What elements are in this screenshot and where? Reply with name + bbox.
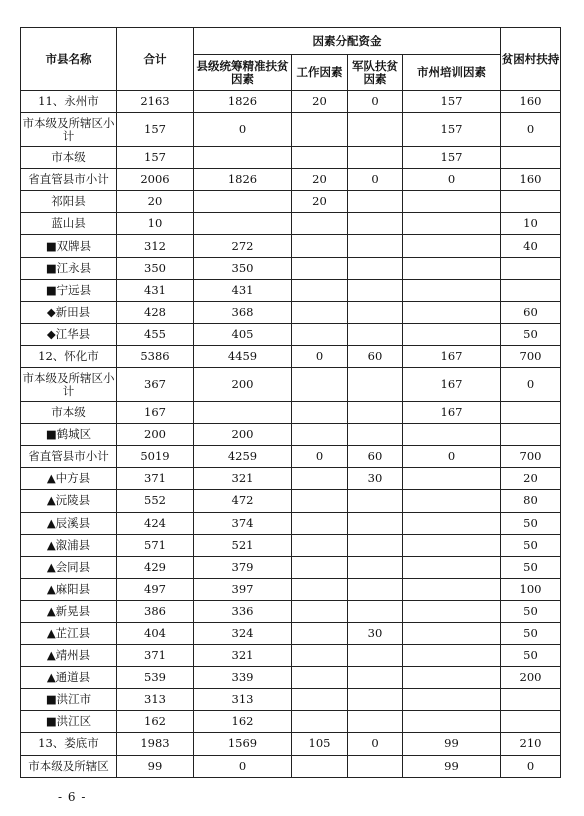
cell-total: 429 — [117, 556, 194, 578]
cell-name: ■洪江市 — [21, 689, 117, 711]
header-county-factor: 县级统筹精准扶贫因素 — [194, 55, 292, 91]
cell-county-factor: 272 — [194, 235, 292, 257]
cell-work-factor — [292, 113, 348, 147]
header-training-factor: 市州培训因素 — [403, 55, 501, 91]
table-row — [21, 622, 561, 644]
cell-training-factor — [403, 257, 501, 279]
cell-name: ■双牌县 — [21, 235, 117, 257]
cell-poor-village: 40 — [501, 235, 561, 257]
cell-county-factor: 1826 — [194, 91, 292, 113]
table-row — [21, 323, 561, 345]
cell-county-factor: 336 — [194, 600, 292, 622]
cell-army-factor — [348, 600, 403, 622]
cell-name: ▲会同县 — [21, 556, 117, 578]
cell-training-factor: 99 — [403, 755, 501, 777]
cell-work-factor — [292, 147, 348, 169]
cell-army-factor — [348, 235, 403, 257]
cell-army-factor: 0 — [348, 169, 403, 191]
header-row-top — [21, 28, 561, 55]
header-name: 市县名称 — [21, 28, 117, 91]
cell-county-factor — [194, 402, 292, 424]
cell-training-factor — [403, 645, 501, 667]
table-row — [21, 169, 561, 191]
cell-county-factor: 0 — [194, 755, 292, 777]
cell-total: 1983 — [117, 733, 194, 755]
cell-name: ▲通道县 — [21, 667, 117, 689]
cell-army-factor — [348, 711, 403, 733]
table-row — [21, 424, 561, 446]
cell-training-factor — [403, 191, 501, 213]
cell-army-factor — [348, 323, 403, 345]
cell-army-factor — [348, 257, 403, 279]
cell-army-factor: 0 — [348, 91, 403, 113]
cell-total: 200 — [117, 424, 194, 446]
cell-army-factor: 30 — [348, 468, 403, 490]
cell-poor-village: 0 — [501, 113, 561, 147]
cell-training-factor: 167 — [403, 402, 501, 424]
cell-county-factor: 397 — [194, 578, 292, 600]
cell-total: 404 — [117, 622, 194, 644]
cell-total: 157 — [117, 113, 194, 147]
cell-work-factor — [292, 323, 348, 345]
cell-work-factor — [292, 600, 348, 622]
table-row — [21, 578, 561, 600]
cell-army-factor — [348, 113, 403, 147]
cell-name: 市本级及所辖区小计 — [21, 368, 117, 402]
cell-poor-village — [501, 689, 561, 711]
cell-poor-village: 20 — [501, 468, 561, 490]
cell-training-factor — [403, 301, 501, 323]
table-row — [21, 301, 561, 323]
cell-total: 386 — [117, 600, 194, 622]
table-row — [21, 755, 561, 777]
table-row — [21, 402, 561, 424]
cell-name: ■洪江区 — [21, 711, 117, 733]
cell-name: 市本级 — [21, 402, 117, 424]
cell-work-factor — [292, 645, 348, 667]
cell-work-factor — [292, 711, 348, 733]
cell-name: 13、娄底市 — [21, 733, 117, 755]
header-army-factor: 军队扶贫因素 — [348, 55, 403, 91]
cell-army-factor — [348, 368, 403, 402]
cell-work-factor — [292, 689, 348, 711]
table-row — [21, 733, 561, 755]
cell-name: ▲辰溪县 — [21, 512, 117, 534]
cell-work-factor: 105 — [292, 733, 348, 755]
cell-army-factor — [348, 667, 403, 689]
cell-work-factor — [292, 667, 348, 689]
cell-name: ■宁远县 — [21, 279, 117, 301]
cell-name: 省直管县市小计 — [21, 169, 117, 191]
cell-training-factor — [403, 279, 501, 301]
cell-work-factor — [292, 368, 348, 402]
cell-total: 455 — [117, 323, 194, 345]
table-row — [21, 468, 561, 490]
cell-total: 313 — [117, 689, 194, 711]
cell-county-factor: 1569 — [194, 733, 292, 755]
cell-army-factor — [348, 755, 403, 777]
cell-training-factor — [403, 600, 501, 622]
cell-army-factor: 0 — [348, 733, 403, 755]
cell-total: 2163 — [117, 91, 194, 113]
table-row — [21, 147, 561, 169]
cell-army-factor: 30 — [348, 622, 403, 644]
cell-army-factor — [348, 213, 403, 235]
cell-name: 蓝山县 — [21, 213, 117, 235]
cell-training-factor: 99 — [403, 733, 501, 755]
cell-county-factor: 1826 — [194, 169, 292, 191]
cell-training-factor — [403, 323, 501, 345]
cell-poor-village — [501, 257, 561, 279]
header-work-factor: 工作因素 — [292, 55, 348, 91]
cell-total: 5019 — [117, 446, 194, 468]
cell-total: 367 — [117, 368, 194, 402]
cell-army-factor — [348, 191, 403, 213]
table-row — [21, 213, 561, 235]
table-row — [21, 113, 561, 147]
cell-county-factor: 4259 — [194, 446, 292, 468]
cell-total: 431 — [117, 279, 194, 301]
cell-army-factor — [348, 147, 403, 169]
cell-army-factor — [348, 534, 403, 556]
cell-name: 省直管县市小计 — [21, 446, 117, 468]
cell-total: 371 — [117, 645, 194, 667]
table-row — [21, 345, 561, 367]
table-row — [21, 279, 561, 301]
cell-work-factor: 20 — [292, 191, 348, 213]
cell-poor-village: 160 — [501, 169, 561, 191]
cell-training-factor: 0 — [403, 446, 501, 468]
cell-poor-village: 700 — [501, 446, 561, 468]
cell-work-factor: 20 — [292, 169, 348, 191]
cell-poor-village: 50 — [501, 600, 561, 622]
cell-work-factor: 20 — [292, 91, 348, 113]
table-row — [21, 645, 561, 667]
cell-poor-village: 100 — [501, 578, 561, 600]
cell-county-factor: 200 — [194, 424, 292, 446]
cell-training-factor — [403, 424, 501, 446]
cell-army-factor — [348, 402, 403, 424]
cell-work-factor — [292, 578, 348, 600]
cell-total: 157 — [117, 147, 194, 169]
cell-training-factor: 0 — [403, 169, 501, 191]
cell-county-factor: 405 — [194, 323, 292, 345]
table-row — [21, 91, 561, 113]
cell-total: 5386 — [117, 345, 194, 367]
cell-training-factor — [403, 534, 501, 556]
cell-name: 市本级及所辖区 — [21, 755, 117, 777]
cell-training-factor: 157 — [403, 147, 501, 169]
cell-name: 市本级 — [21, 147, 117, 169]
cell-total: 162 — [117, 711, 194, 733]
cell-county-factor: 472 — [194, 490, 292, 512]
cell-total: 428 — [117, 301, 194, 323]
cell-poor-village: 10 — [501, 213, 561, 235]
cell-county-factor — [194, 191, 292, 213]
cell-poor-village: 200 — [501, 667, 561, 689]
cell-training-factor: 167 — [403, 345, 501, 367]
cell-poor-village — [501, 711, 561, 733]
cell-work-factor — [292, 534, 348, 556]
cell-name: ▲麻阳县 — [21, 578, 117, 600]
header-total: 合计 — [117, 28, 194, 91]
cell-total: 371 — [117, 468, 194, 490]
cell-county-factor: 368 — [194, 301, 292, 323]
cell-training-factor: 157 — [403, 91, 501, 113]
table-row — [21, 257, 561, 279]
cell-training-factor — [403, 213, 501, 235]
cell-poor-village — [501, 191, 561, 213]
cell-county-factor: 521 — [194, 534, 292, 556]
cell-total: 424 — [117, 512, 194, 534]
cell-county-factor: 339 — [194, 667, 292, 689]
cell-army-factor — [348, 512, 403, 534]
cell-total: 167 — [117, 402, 194, 424]
cell-poor-village — [501, 147, 561, 169]
table-row — [21, 556, 561, 578]
cell-name: ▲靖州县 — [21, 645, 117, 667]
cell-county-factor: 321 — [194, 468, 292, 490]
cell-work-factor — [292, 622, 348, 644]
header-factor-group: 因素分配资金 — [194, 28, 501, 55]
cell-poor-village: 50 — [501, 556, 561, 578]
cell-training-factor — [403, 512, 501, 534]
table-row — [21, 512, 561, 534]
table-row — [21, 689, 561, 711]
table-row — [21, 534, 561, 556]
cell-county-factor: 200 — [194, 368, 292, 402]
cell-work-factor — [292, 279, 348, 301]
table-row — [21, 446, 561, 468]
cell-name: 祁阳县 — [21, 191, 117, 213]
cell-training-factor: 157 — [403, 113, 501, 147]
cell-total: 312 — [117, 235, 194, 257]
cell-name: ▲新晃县 — [21, 600, 117, 622]
cell-army-factor — [348, 490, 403, 512]
cell-name: ■江永县 — [21, 257, 117, 279]
table-row — [21, 711, 561, 733]
cell-army-factor — [348, 578, 403, 600]
cell-poor-village: 50 — [501, 512, 561, 534]
cell-total: 350 — [117, 257, 194, 279]
cell-total: 571 — [117, 534, 194, 556]
cell-total: 539 — [117, 667, 194, 689]
cell-county-factor: 374 — [194, 512, 292, 534]
table-row — [21, 600, 561, 622]
cell-training-factor — [403, 711, 501, 733]
cell-name: ▲溆浦县 — [21, 534, 117, 556]
cell-army-factor: 60 — [348, 446, 403, 468]
cell-county-factor: 162 — [194, 711, 292, 733]
cell-total: 99 — [117, 755, 194, 777]
cell-poor-village: 60 — [501, 301, 561, 323]
cell-poor-village: 50 — [501, 534, 561, 556]
cell-work-factor — [292, 257, 348, 279]
cell-poor-village — [501, 402, 561, 424]
cell-army-factor — [348, 424, 403, 446]
header-poor-village: 贫困村扶持 — [501, 28, 561, 91]
cell-total: 2006 — [117, 169, 194, 191]
cell-work-factor — [292, 490, 348, 512]
cell-name: ◆新田县 — [21, 301, 117, 323]
cell-poor-village: 0 — [501, 368, 561, 402]
cell-army-factor — [348, 301, 403, 323]
cell-total: 20 — [117, 191, 194, 213]
cell-poor-village: 50 — [501, 645, 561, 667]
cell-total: 497 — [117, 578, 194, 600]
cell-training-factor — [403, 468, 501, 490]
cell-work-factor — [292, 213, 348, 235]
cell-name: ▲沅陵县 — [21, 490, 117, 512]
cell-training-factor — [403, 490, 501, 512]
cell-army-factor — [348, 279, 403, 301]
cell-work-factor: 0 — [292, 446, 348, 468]
cell-poor-village: 80 — [501, 490, 561, 512]
cell-work-factor — [292, 468, 348, 490]
cell-name: ▲芷江县 — [21, 622, 117, 644]
cell-county-factor — [194, 213, 292, 235]
cell-army-factor — [348, 556, 403, 578]
cell-poor-village: 50 — [501, 622, 561, 644]
cell-total: 552 — [117, 490, 194, 512]
allocation-table — [20, 27, 561, 778]
cell-name: 12、怀化市 — [21, 345, 117, 367]
cell-army-factor — [348, 645, 403, 667]
cell-work-factor: 0 — [292, 345, 348, 367]
cell-county-factor: 350 — [194, 257, 292, 279]
cell-training-factor — [403, 667, 501, 689]
cell-work-factor — [292, 755, 348, 777]
cell-training-factor — [403, 622, 501, 644]
cell-county-factor: 431 — [194, 279, 292, 301]
cell-work-factor — [292, 235, 348, 257]
table-row — [21, 667, 561, 689]
table-row — [21, 490, 561, 512]
cell-county-factor: 313 — [194, 689, 292, 711]
table-body — [21, 91, 561, 778]
cell-training-factor — [403, 235, 501, 257]
cell-work-factor — [292, 301, 348, 323]
cell-poor-village: 50 — [501, 323, 561, 345]
cell-county-factor: 379 — [194, 556, 292, 578]
cell-poor-village: 0 — [501, 755, 561, 777]
cell-work-factor — [292, 424, 348, 446]
cell-training-factor — [403, 578, 501, 600]
cell-total: 10 — [117, 213, 194, 235]
cell-training-factor — [403, 689, 501, 711]
cell-county-factor: 324 — [194, 622, 292, 644]
cell-army-factor: 60 — [348, 345, 403, 367]
cell-county-factor — [194, 147, 292, 169]
cell-name: 市本级及所辖区小计 — [21, 113, 117, 147]
cell-name: ▲中方县 — [21, 468, 117, 490]
cell-poor-village: 160 — [501, 91, 561, 113]
cell-county-factor: 321 — [194, 645, 292, 667]
cell-army-factor — [348, 689, 403, 711]
cell-training-factor — [403, 556, 501, 578]
cell-training-factor: 167 — [403, 368, 501, 402]
table-row — [21, 235, 561, 257]
cell-work-factor — [292, 556, 348, 578]
cell-work-factor — [292, 512, 348, 534]
cell-county-factor: 4459 — [194, 345, 292, 367]
table-row — [21, 368, 561, 402]
cell-name: 11、永州市 — [21, 91, 117, 113]
page-number: - 6 - — [58, 790, 87, 804]
cell-county-factor: 0 — [194, 113, 292, 147]
cell-poor-village — [501, 424, 561, 446]
table-row — [21, 191, 561, 213]
cell-name: ■鹤城区 — [21, 424, 117, 446]
cell-name: ◆江华县 — [21, 323, 117, 345]
cell-poor-village: 210 — [501, 733, 561, 755]
cell-poor-village: 700 — [501, 345, 561, 367]
cell-poor-village — [501, 279, 561, 301]
cell-work-factor — [292, 402, 348, 424]
